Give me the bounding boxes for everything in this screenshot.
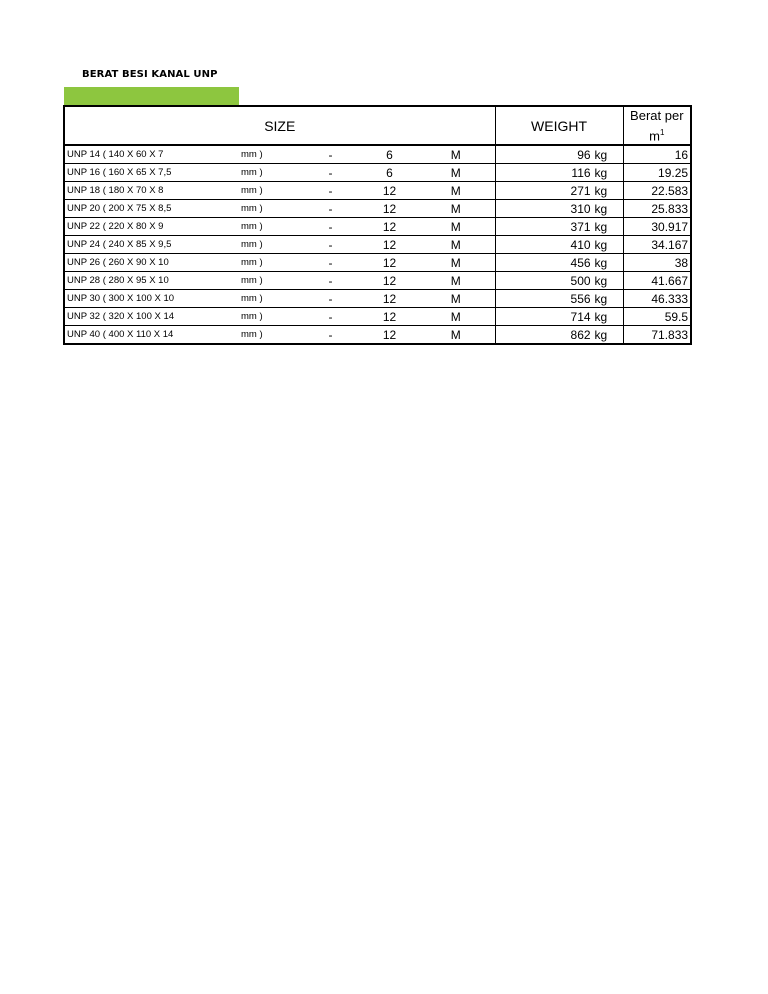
separator-cell: - [299,272,362,290]
table-row [64,145,691,164]
size-description-cell: UNP 20 ( 200 X 75 X 8,5 [64,200,239,218]
weight-cell [495,326,623,345]
length-cell: 12 [362,254,417,272]
title-accent-bar [64,87,239,105]
size-description-cell: UNP 28 ( 280 X 95 X 10 [64,272,239,290]
separator-cell: - [299,254,362,272]
length-cell: 6 [362,145,417,164]
separator-cell: - [299,145,362,164]
separator-cell: - [299,164,362,182]
weight-cell [495,200,623,218]
table-row [64,218,691,236]
separator-cell: - [299,308,362,326]
weight-cell [495,182,623,200]
size-unit-cell: mm ) [239,254,299,272]
separator-cell: - [299,236,362,254]
length-unit-cell: M [417,290,495,308]
weight-per-meter-cell: 59.5 [623,308,691,326]
weight-unit: kg [594,147,608,162]
weight-cell [495,290,623,308]
weight-cell [495,308,623,326]
size-description-cell: UNP 16 ( 160 X 65 X 7,5 [64,164,239,182]
separator-cell: - [299,326,362,345]
length-unit-cell: M [417,272,495,290]
size-unit-cell: mm ) [239,308,299,326]
size-unit-cell: mm ) [239,236,299,254]
weight-cell [495,254,623,272]
length-cell: 12 [362,326,417,345]
length-unit-cell: M [417,254,495,272]
separator-cell: - [299,218,362,236]
length-unit-cell: M [417,308,495,326]
weight-per-meter-cell: 46.333 [623,290,691,308]
size-unit-cell: mm ) [239,164,299,182]
weight-value: 556 [570,291,591,306]
weight-per-meter-cell: 34.167 [623,236,691,254]
length-unit-cell: M [417,200,495,218]
weight-per-meter-cell: 38 [623,254,691,272]
size-description-cell: UNP 26 ( 260 X 90 X 10 [64,254,239,272]
weight-unit: kg [594,291,608,306]
weight-cell [495,272,623,290]
weight-per-meter-cell: 19.25 [623,164,691,182]
length-unit-cell: M [417,218,495,236]
weight-value: 410 [570,237,591,252]
length-unit-cell: M [417,326,495,345]
weight-unit: kg [594,309,608,324]
weight-value: 862 [570,327,591,342]
size-unit-cell: mm ) [239,290,299,308]
weight-unit: kg [594,201,608,216]
separator-cell: - [299,290,362,308]
size-description-cell: UNP 32 ( 320 X 100 X 14 [64,308,239,326]
size-description-cell: UNP 24 ( 240 X 85 X 9,5 [64,236,239,254]
length-unit-cell: M [417,236,495,254]
table-row [64,254,691,272]
size-unit-cell: mm ) [239,145,299,164]
weight-value: 371 [570,219,591,234]
weight-unit: kg [594,255,608,270]
table-row [64,236,691,254]
per-meter-label: Berat per [630,108,684,123]
weight-per-meter-cell: 22.583 [623,182,691,200]
table-row [64,164,691,182]
weight-cell [495,164,623,182]
length-unit-cell: M [417,145,495,164]
length-unit-cell: M [417,182,495,200]
weight-unit: kg [594,327,608,342]
size-unit-cell: mm ) [239,182,299,200]
table-row [64,182,691,200]
size-header: SIZE [64,106,495,145]
per-meter-unit: m [649,128,660,144]
weight-unit: kg [594,219,608,234]
weight-value: 96 [577,147,591,162]
weight-header: WEIGHT [495,106,623,145]
length-cell: 12 [362,236,417,254]
table-header-row [64,106,691,145]
length-unit-cell: M [417,164,495,182]
unp-weight-table [63,105,692,345]
length-cell: 12 [362,200,417,218]
table-row [64,308,691,326]
length-cell: 12 [362,272,417,290]
per-meter-header [623,106,691,145]
weight-per-meter-cell: 16 [623,145,691,164]
separator-cell: - [299,200,362,218]
weight-per-meter-cell: 30.917 [623,218,691,236]
table-row [64,290,691,308]
size-unit-cell: mm ) [239,272,299,290]
weight-value: 271 [570,183,591,198]
weight-unit: kg [594,237,608,252]
length-cell: 12 [362,308,417,326]
size-description-cell: UNP 18 ( 180 X 70 X 8 [64,182,239,200]
weight-unit: kg [594,165,608,180]
length-cell: 12 [362,182,417,200]
weight-value: 116 [571,165,591,180]
weight-value: 456 [570,255,591,270]
page-title: BERAT BESI KANAL UNP [82,69,218,80]
table-row [64,326,691,345]
weight-cell [495,218,623,236]
separator-cell: - [299,182,362,200]
size-unit-cell: mm ) [239,326,299,345]
weight-cell [495,236,623,254]
length-cell: 6 [362,164,417,182]
size-description-cell: UNP 14 ( 140 X 60 X 7 [64,145,239,164]
weight-value: 714 [570,309,591,324]
weight-value: 310 [570,201,591,216]
weight-unit: kg [594,273,608,288]
length-cell: 12 [362,218,417,236]
size-description-cell: UNP 40 ( 400 X 110 X 14 [64,326,239,345]
length-cell: 12 [362,290,417,308]
weight-per-meter-cell: 25.833 [623,200,691,218]
weight-cell [495,145,623,164]
table-row [64,200,691,218]
per-meter-sup: 1 [659,128,665,137]
weight-per-meter-cell: 71.833 [623,326,691,345]
size-description-cell: UNP 22 ( 220 X 80 X 9 [64,218,239,236]
weight-value: 500 [570,273,591,288]
size-unit-cell: mm ) [239,200,299,218]
size-description-cell: UNP 30 ( 300 X 100 X 10 [64,290,239,308]
table-row [64,272,691,290]
size-unit-cell: mm ) [239,218,299,236]
weight-unit: kg [594,183,608,198]
weight-per-meter-cell: 41.667 [623,272,691,290]
